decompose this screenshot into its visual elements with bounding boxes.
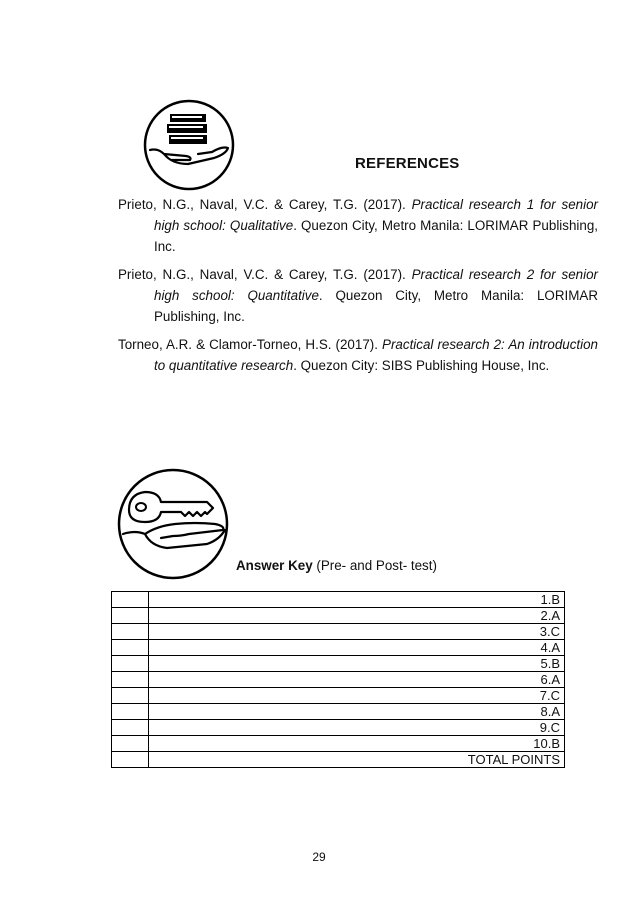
table-cell (112, 672, 149, 688)
table-cell: 4.A (148, 640, 564, 656)
table-cell: 6.A (148, 672, 564, 688)
table-cell (112, 624, 149, 640)
table-cell (112, 592, 149, 608)
table-cell: 10.B (148, 736, 564, 752)
table-row (112, 688, 565, 704)
key-on-hand-icon (115, 464, 235, 582)
table-row (112, 640, 565, 656)
table-row (112, 608, 565, 624)
table-cell: 2.A (148, 608, 564, 624)
table-row (112, 704, 565, 720)
table-cell (112, 688, 149, 704)
table-cell (112, 608, 149, 624)
answer-key-title: Answer Key (Pre- and Post- test) (236, 558, 437, 573)
references-heading: REFERENCES (355, 155, 460, 172)
page-number: 29 (312, 850, 326, 864)
reference-entry: Prieto, N.G., Naval, V.C. & Carey, T.G. (2017). Practical research 1 for senior high school: Qualitative. Quezon City, Metro Manila: LORIMAR Publishing, Inc. (118, 197, 599, 254)
table-cell: 7.C (148, 688, 564, 704)
table-row (112, 624, 565, 640)
table-cell: TOTAL POINTS (148, 752, 564, 768)
answer-key-table (111, 591, 565, 768)
table-cell (112, 640, 149, 656)
table-row (112, 672, 565, 688)
table-cell (112, 720, 149, 736)
table-cell (112, 736, 149, 752)
table-cell: 8.A (148, 704, 564, 720)
table-cell: 1.B (148, 592, 564, 608)
table-cell: 9.C (148, 720, 564, 736)
reference-entry: Prieto, N.G., Naval, V.C. & Carey, T.G. (2017). Practical research 2 for senior high school: Quantitative. Quezon City, Metro Manila: LORIMAR Publishing, Inc. (118, 267, 599, 324)
table-row (112, 752, 565, 768)
table-cell (112, 656, 149, 672)
table-cell: 5.B (148, 656, 564, 672)
table-row (112, 656, 565, 672)
table-cell: 3.C (148, 624, 564, 640)
reference-entry: Torneo, A.R. & Clamor-Torneo, H.S. (2017). Practical research 2: An introduction to quantitative research. Quezon City: SIBS Publishing House, Inc. (118, 337, 599, 373)
table-cell (112, 752, 149, 768)
table-cell (112, 704, 149, 720)
table-row (112, 592, 565, 608)
books-on-hand-icon (142, 98, 236, 192)
table-row (112, 736, 565, 752)
table-row (112, 720, 565, 736)
